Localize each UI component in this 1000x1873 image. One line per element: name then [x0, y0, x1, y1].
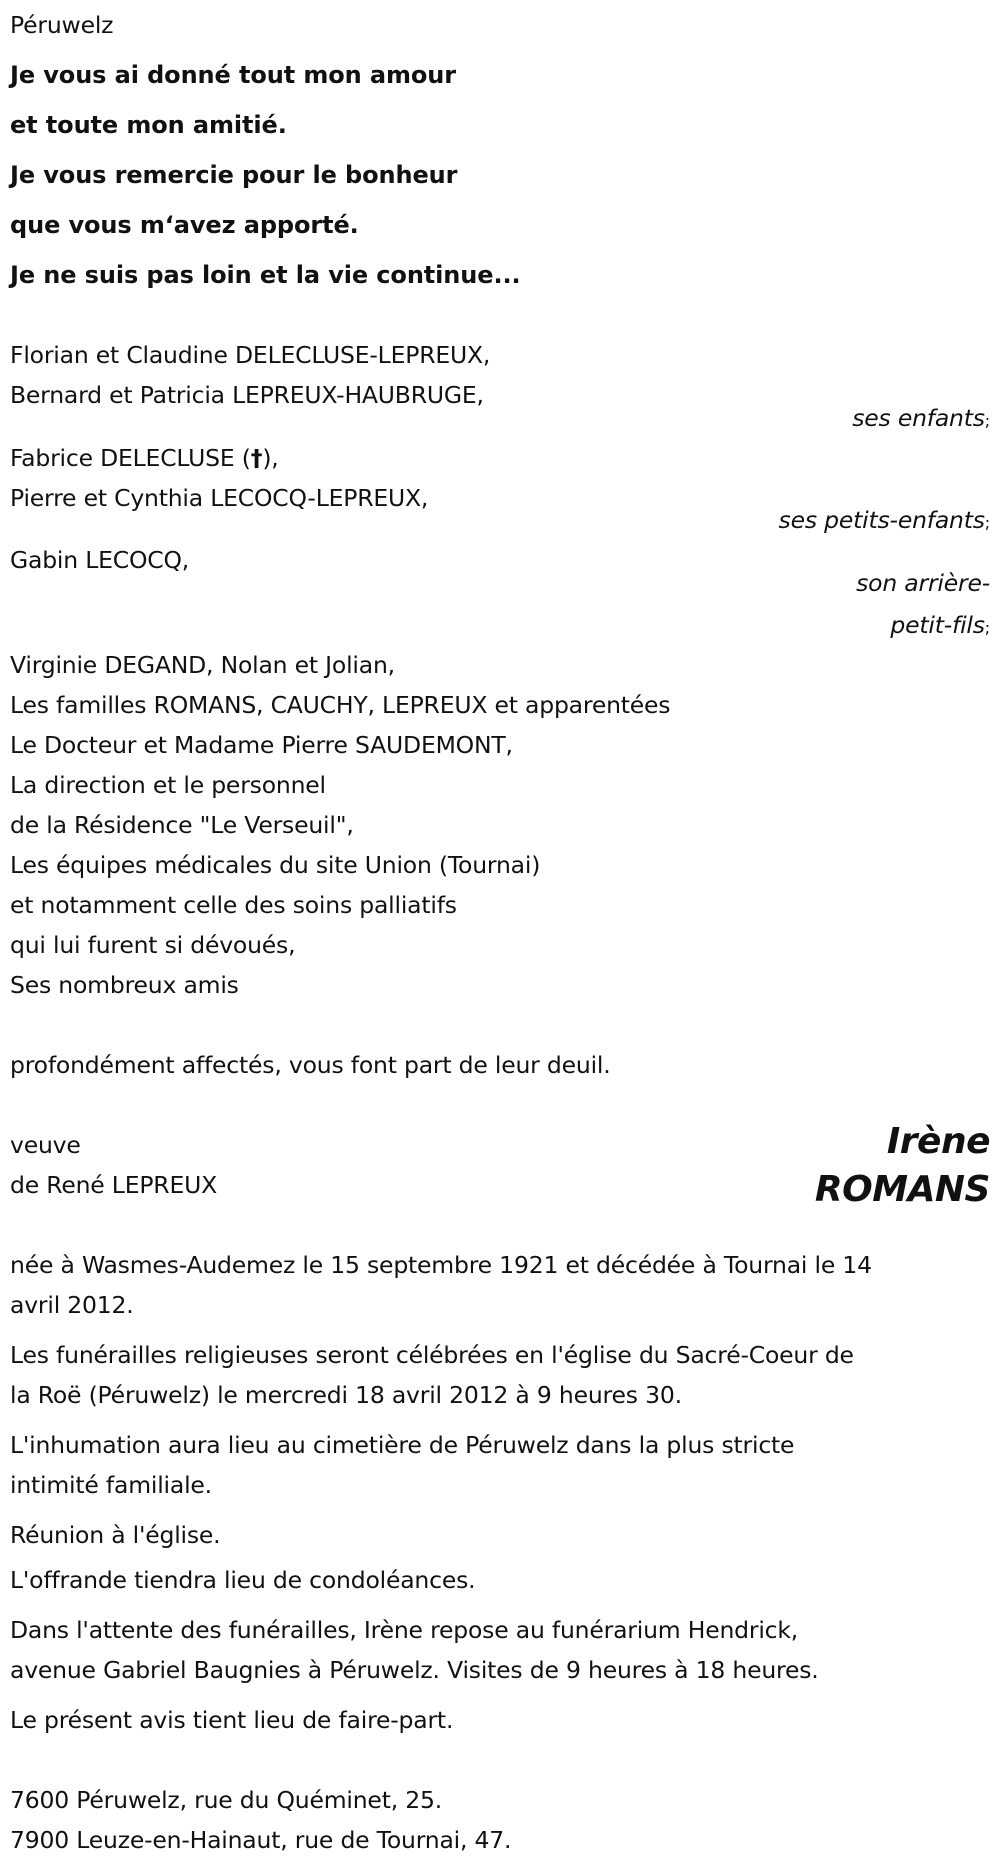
location: Péruwelz [10, 11, 114, 39]
detail-line: la Roë (Péruwelz) le mercredi 18 avril 2012 à 9 heures 30. [10, 1381, 682, 1409]
mourner-line: Virginie DEGAND, Nolan et Jolian, [10, 651, 395, 679]
relation-label-children: ses enfants; [852, 404, 990, 432]
poem-line: que vous m‘avez apporté. [10, 211, 359, 239]
deceased-last-name: ROMANS [814, 1169, 990, 1210]
dagger-icon: † [250, 444, 263, 472]
child-name: Bernard et Patricia LEPREUX-HAUBRUGE, [10, 381, 484, 409]
great-grandchild-name: Gabin LECOCQ, [10, 546, 190, 574]
detail-line: avril 2012. [10, 1291, 134, 1319]
poem-line: Je vous ai donné tout mon amour [10, 61, 456, 89]
mourner-line: et notamment celle des soins palliatifs [10, 891, 457, 919]
detail-line: née à Wasmes-Audemez le 15 septembre 1921 et décédée à Tournai le 14 [10, 1251, 872, 1279]
poem-line: Je vous remercie pour le bonheur [10, 161, 458, 189]
mourner-line: Les familles ROMANS, CAUCHY, LEPREUX et apparentées [10, 691, 671, 719]
detail-line: Les funérailles religieuses seront célébrées en l'église du Sacré-Coeur de [10, 1341, 854, 1369]
poem-line: et toute mon amitié. [10, 111, 287, 139]
spouse-name: de René LEPREUX [10, 1171, 217, 1199]
detail-line: intimité familiale. [10, 1471, 212, 1499]
detail-line: Le présent avis tient lieu de faire-part. [10, 1706, 454, 1734]
mourner-line: Le Docteur et Madame Pierre SAUDEMONT, [10, 731, 513, 759]
relation-label-great-grandchild-cont: petit-fils; [890, 611, 990, 639]
grandchild-name: Fabrice DELECLUSE (†), [10, 444, 279, 472]
address-line: 7600 Péruwelz, rue du Quéminet, 25. [10, 1786, 443, 1814]
widow-label: veuve [10, 1131, 81, 1159]
relation-label-great-grandchild: son arrière- [856, 569, 990, 597]
detail-line: L'offrande tiendra lieu de condoléances. [10, 1566, 476, 1594]
relation-label-grandchildren: ses petits-enfants; [778, 506, 990, 534]
announcement: profondément affectés, vous font part de leur deuil. [10, 1051, 611, 1079]
deceased-first-name: Irène [886, 1121, 990, 1162]
mourner-line: qui lui furent si dévoués, [10, 931, 296, 959]
detail-line: Dans l'attente des funérailles, Irène repose au funérarium Hendrick, [10, 1616, 799, 1644]
detail-line: avenue Gabriel Baugnies à Péruwelz. Visites de 9 heures à 18 heures. [10, 1656, 819, 1684]
child-name: Florian et Claudine DELECLUSE-LEPREUX, [10, 341, 491, 369]
mourner-line: Les équipes médicales du site Union (Tournai) [10, 851, 541, 879]
mourner-line: de la Résidence "Le Verseuil", [10, 811, 354, 839]
address-line: 7900 Leuze-en-Hainaut, rue de Tournai, 47. [10, 1826, 512, 1854]
detail-line: Réunion à l'église. [10, 1521, 221, 1549]
poem-line: Je ne suis pas loin et la vie continue... [10, 261, 521, 289]
grandchild-name: Pierre et Cynthia LECOCQ-LEPREUX, [10, 484, 429, 512]
detail-line: L'inhumation aura lieu au cimetière de Péruwelz dans la plus stricte [10, 1431, 795, 1459]
mourner-line: Ses nombreux amis [10, 971, 239, 999]
mourner-line: La direction et le personnel [10, 771, 326, 799]
